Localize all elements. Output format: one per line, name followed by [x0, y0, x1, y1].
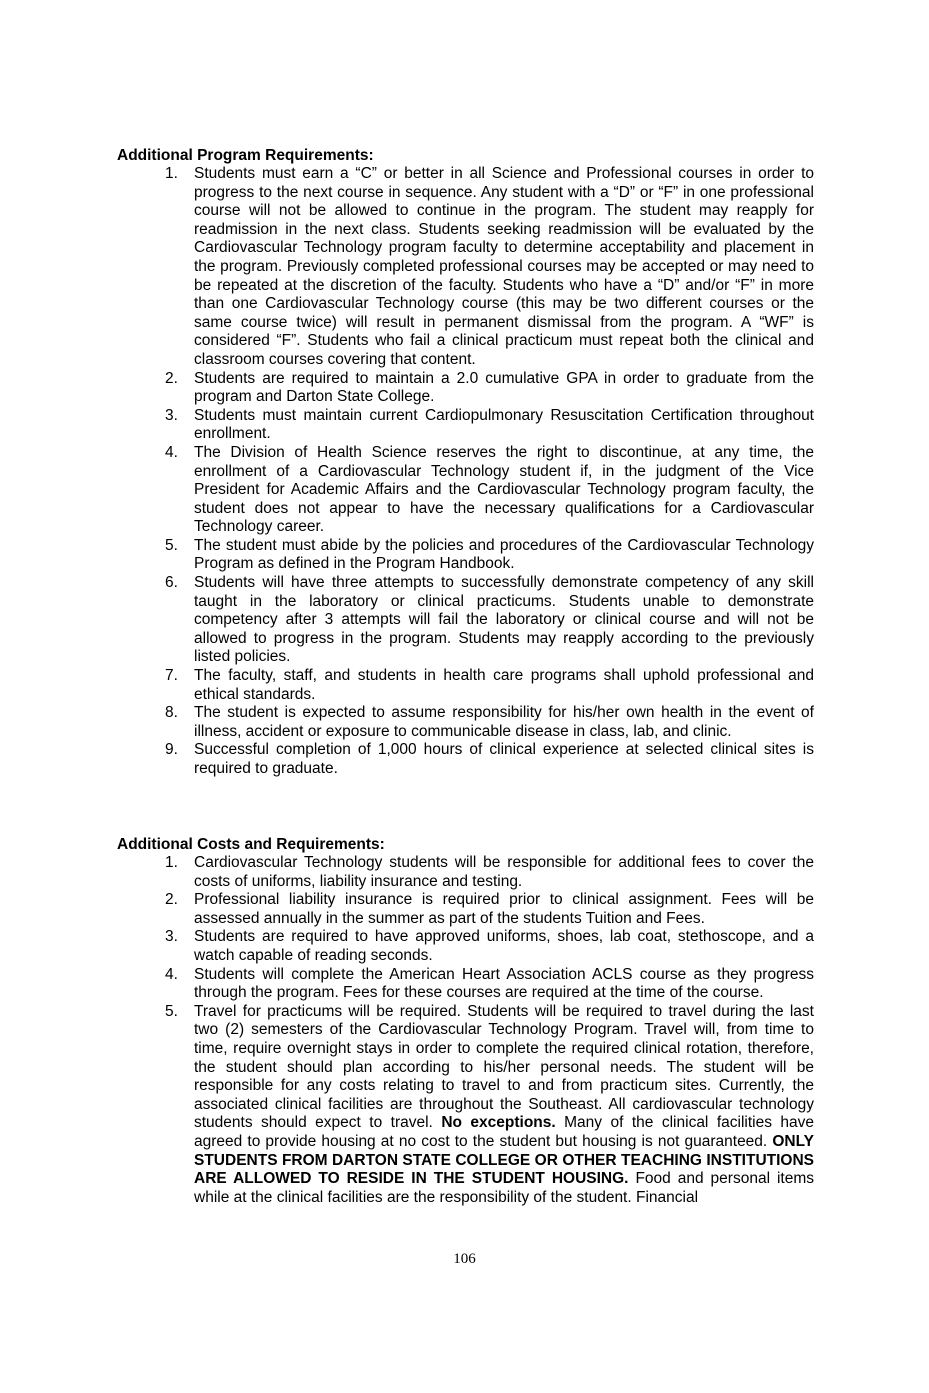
item-text: The student must abide by the policies and procedures of the Cardiovascular Technology Program as defined in the Program Handbook.	[194, 536, 814, 573]
item-text: Students must maintain current Cardiopulmonary Resuscitation Certification throughout enrollment.	[194, 406, 814, 443]
item-number: 5.	[165, 1002, 178, 1020]
item-text: Students will have three attempts to successfully demonstrate competency of any skill taught in the laboratory or clinical practicums. Students unable to demonstrate competency after 3 attempts will fail the laboratory or clinical course and will not be allowed to progress in the program. Students may reapply according to the previously listed policies.	[194, 574, 814, 666]
item-number: 3.	[165, 406, 178, 424]
item-text: Students are required to maintain a 2.0 cumulative GPA in order to graduate from the program and Darton State College.	[194, 369, 814, 406]
item-number: 2.	[165, 891, 178, 909]
item-number: 5.	[165, 536, 178, 554]
item-text: Cardiovascular Technology students will be responsible for additional fees to cover the costs of uniforms, liability insurance and testing.	[194, 854, 814, 890]
item-number: 4.	[165, 443, 178, 461]
item-text: Students must earn a “C” or better in all Science and Professional courses in order to progress to the next course in sequence. Any student with a “D” or “F” in one professional course will not be allowed to continue in the program. The student may reapply for readmission in the next class. Students seeking readmission will be evaluated by the Cardiovascular Technology program faculty to determine acceptability and placement in the program. Previously completed professional courses may be accepted or may need to be repeated at the discretion of the faculty. Students who have a “D” and/or “F” in more than one Cardiovascular Technology course (this may be two different courses or the same course twice) will result in permanent dismissal from the program. A “WF” is considered “F”. Students who fail a clinical practicum must repeat both the clinical and classroom courses covering that content.	[194, 165, 814, 368]
item-number: 9.	[165, 741, 178, 759]
cost-requirement-item	[117, 854, 814, 891]
item-text: Successful completion of 1,000 hours of clinical experience at selected clinical sites is required to graduate.	[194, 741, 814, 777]
item-number: 4.	[165, 965, 178, 983]
program-requirement-item	[117, 741, 814, 778]
cost-requirement-item	[117, 891, 814, 928]
page-number: 106	[453, 1251, 476, 1267]
program-requirement-item	[117, 407, 814, 444]
item-text: Students will complete the American Heart Association ACLS course as they progress through the program. Fees for these courses are required at the time of the course.	[194, 965, 814, 1002]
item-text-part: Food and personal items while at the clinical facilities are the responsibility of the student. Financial	[194, 1170, 815, 1206]
program-requirement-item	[117, 370, 814, 407]
housing-restriction-emphasis: ONLY STUDENTS FROM DARTON STATE COLLEGE OR OTHER TEACHING INSTITUTIONS ARE ALLOWED TO RESIDE IN THE STUDENT HOUSING.	[194, 1132, 814, 1188]
costs-requirements-list	[117, 854, 814, 1207]
item-text: Professional liability insurance is required prior to clinical assignment. Fees will be assessed annually in the summer as part of the students Tuition and Fees.	[194, 891, 814, 927]
item-number: 6.	[165, 574, 178, 592]
item-number: 7.	[165, 667, 178, 685]
program-requirement-item	[117, 667, 814, 704]
program-requirement-item	[117, 574, 814, 667]
item-number: 1.	[165, 854, 178, 871]
costs-requirements-heading: Additional Costs and Requirements:	[117, 836, 385, 853]
program-requirement-item	[117, 444, 814, 537]
item-number: 8.	[165, 704, 178, 722]
program-requirement-item	[117, 537, 814, 574]
item-text-part: Travel for practicums will be required. Students will be required to travel during the last two (2) semesters of the Cardiovascular Technology Program. Travel will, from time to time, require overnight stays in order to complete the required clinical rotation, therefore, the student should plan according to his/her personal needs. The student will be responsible for any costs relating to travel to and from practicum sites. Currently, the associated clinical facilities are throughout the Southeast. All cardiovascular technology students should expect to travel.	[194, 1002, 814, 1132]
cost-requirement-item	[117, 1003, 814, 1208]
program-requirements-heading: Additional Program Requirements:	[117, 147, 374, 164]
program-requirements-list	[117, 165, 814, 779]
item-text-part: Many of the clinical facilities have agreed to provide housing at no cost to the student but housing is not guaranteed.	[194, 1114, 815, 1150]
item-text: The faculty, staff, and students in health care programs shall uphold professional and ethical standards.	[194, 667, 814, 703]
cost-requirement-item	[117, 928, 814, 965]
item-number: 2.	[165, 369, 178, 387]
item-text: The student is expected to assume responsibility for his/her own health in the event of illness, accident or exposure to communicable disease in class, lab, and clinic.	[194, 704, 814, 740]
item-text: Students are required to have approved uniforms, shoes, lab coat, stethoscope, and a watch capable of reading seconds.	[194, 928, 814, 964]
program-requirement-item	[117, 704, 814, 741]
item-number: 3.	[165, 928, 178, 946]
program-requirement-item	[117, 165, 814, 370]
item-number: 1.	[165, 165, 178, 182]
no-exceptions-emphasis: No exceptions.	[441, 1114, 556, 1132]
item-text: The Division of Health Science reserves the right to discontinue, at any time, the enrollment of a Cardiovascular Technology student if, in the judgment of the Vice President for Academic Affairs and the Cardiovascular Technology program faculty, the student does not appear to have the necessary qualifications for a Cardiovascular Technology career.	[194, 443, 814, 536]
item-text	[194, 1003, 814, 1208]
cost-requirement-item	[117, 966, 814, 1003]
